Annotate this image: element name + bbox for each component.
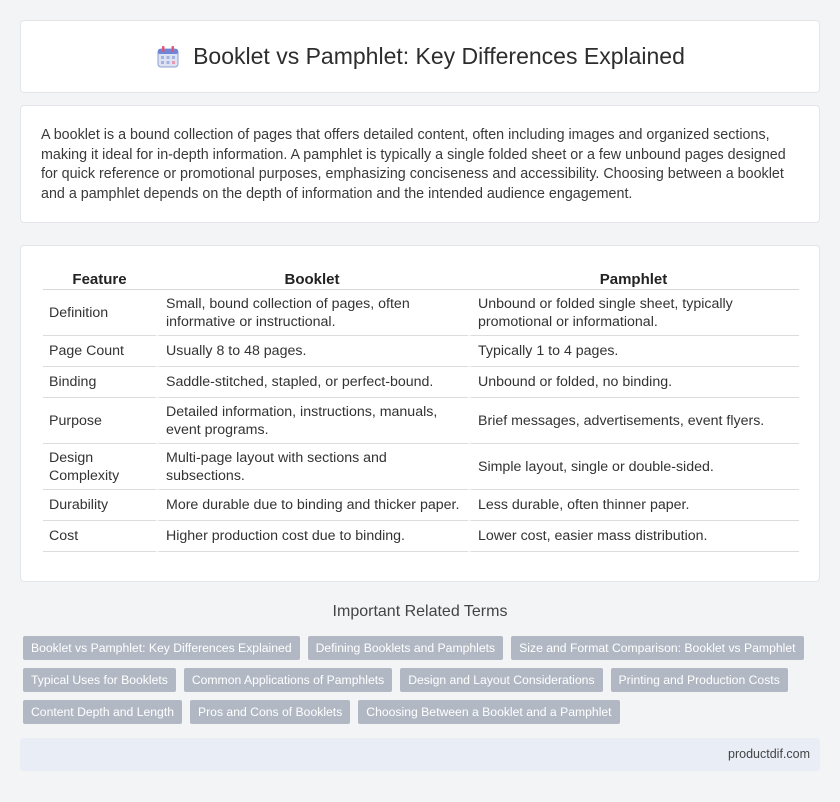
- related-term-tag[interactable]: Pros and Cons of Booklets: [190, 700, 350, 724]
- table-row: [43, 490, 799, 521]
- table-row: [43, 521, 799, 552]
- comparison-table-card: [20, 245, 820, 582]
- feature-cell: Cost: [43, 521, 156, 552]
- related-term-tag[interactable]: Common Applications of Pamphlets: [184, 668, 392, 692]
- related-term-tag[interactable]: Design and Layout Considerations: [400, 668, 602, 692]
- header-feature: Feature: [43, 263, 156, 290]
- related-term-tag[interactable]: Choosing Between a Booklet and a Pamphlet: [358, 700, 619, 724]
- pamphlet-cell: Unbound or folded single sheet, typically promotional or informational.: [468, 290, 799, 336]
- related-term-tag[interactable]: Size and Format Comparison: Booklet vs Pamphlet: [511, 636, 803, 660]
- comparison-table: [43, 263, 799, 552]
- calendar-icon: [155, 44, 181, 70]
- booklet-cell: Detailed information, instructions, manuals, event programs.: [156, 398, 468, 444]
- title-card: [20, 20, 820, 93]
- tag-row: [23, 636, 823, 660]
- pamphlet-cell: Less durable, often thinner paper.: [468, 490, 799, 521]
- header-booklet: Booklet: [156, 263, 468, 290]
- footer-site-link[interactable]: productdif.com: [728, 747, 810, 761]
- booklet-cell: Multi-page layout with sections and subsections.: [156, 444, 468, 490]
- tag-row: [23, 700, 823, 724]
- feature-cell: Durability: [43, 490, 156, 521]
- header-pamphlet: Pamphlet: [468, 263, 799, 290]
- pamphlet-cell: Unbound or folded, no binding.: [468, 367, 799, 398]
- pamphlet-cell: Lower cost, easier mass distribution.: [468, 521, 799, 552]
- related-term-tag[interactable]: Defining Booklets and Pamphlets: [308, 636, 504, 660]
- feature-cell: Purpose: [43, 398, 156, 444]
- feature-cell: Binding: [43, 367, 156, 398]
- footer: [20, 738, 820, 771]
- booklet-cell: Small, bound collection of pages, often informative or instructional.: [156, 290, 468, 336]
- table-header-row: [43, 263, 799, 290]
- related-terms-heading: Important Related Terms: [332, 603, 508, 620]
- table-row: [43, 367, 799, 398]
- related-term-tag[interactable]: Booklet vs Pamphlet: Key Differences Explained: [23, 636, 300, 660]
- pamphlet-cell: Typically 1 to 4 pages.: [468, 336, 799, 367]
- booklet-cell: More durable due to binding and thicker paper.: [156, 490, 468, 521]
- pamphlet-cell: Brief messages, advertisements, event flyers.: [468, 398, 799, 444]
- page-title: Booklet vs Pamphlet: Key Differences Explained: [193, 43, 685, 69]
- table-row: [43, 336, 799, 367]
- feature-cell: Page Count: [43, 336, 156, 367]
- booklet-cell: Saddle-stitched, stapled, or perfect-bound.: [156, 367, 468, 398]
- tag-row: [23, 668, 823, 692]
- related-term-tag[interactable]: Printing and Production Costs: [611, 668, 788, 692]
- intro-text: A booklet is a bound collection of pages that offers detailed content, often including images and organized sections, making it ideal for in-depth information. A pamphlet is typically a single folded sheet or a few unbound pages designed for quick reference or promotional purposes, emphasizing conciseness and accessibility. Choosing between a booklet and a pamphlet depends on the depth of information and the intended audience engagement.: [41, 127, 786, 202]
- feature-cell: Definition: [43, 290, 156, 336]
- intro-card: [20, 105, 820, 223]
- table-row: [43, 398, 799, 444]
- related-term-tag[interactable]: Content Depth and Length: [23, 700, 182, 724]
- booklet-cell: Usually 8 to 48 pages.: [156, 336, 468, 367]
- feature-cell: Design Complexity: [43, 444, 156, 490]
- booklet-cell: Higher production cost due to binding.: [156, 521, 468, 552]
- table-row: [43, 290, 799, 336]
- table-row: [43, 444, 799, 490]
- related-term-tag[interactable]: Typical Uses for Booklets: [23, 668, 176, 692]
- related-terms-tags: [23, 636, 823, 732]
- pamphlet-cell: Simple layout, single or double-sided.: [468, 444, 799, 490]
